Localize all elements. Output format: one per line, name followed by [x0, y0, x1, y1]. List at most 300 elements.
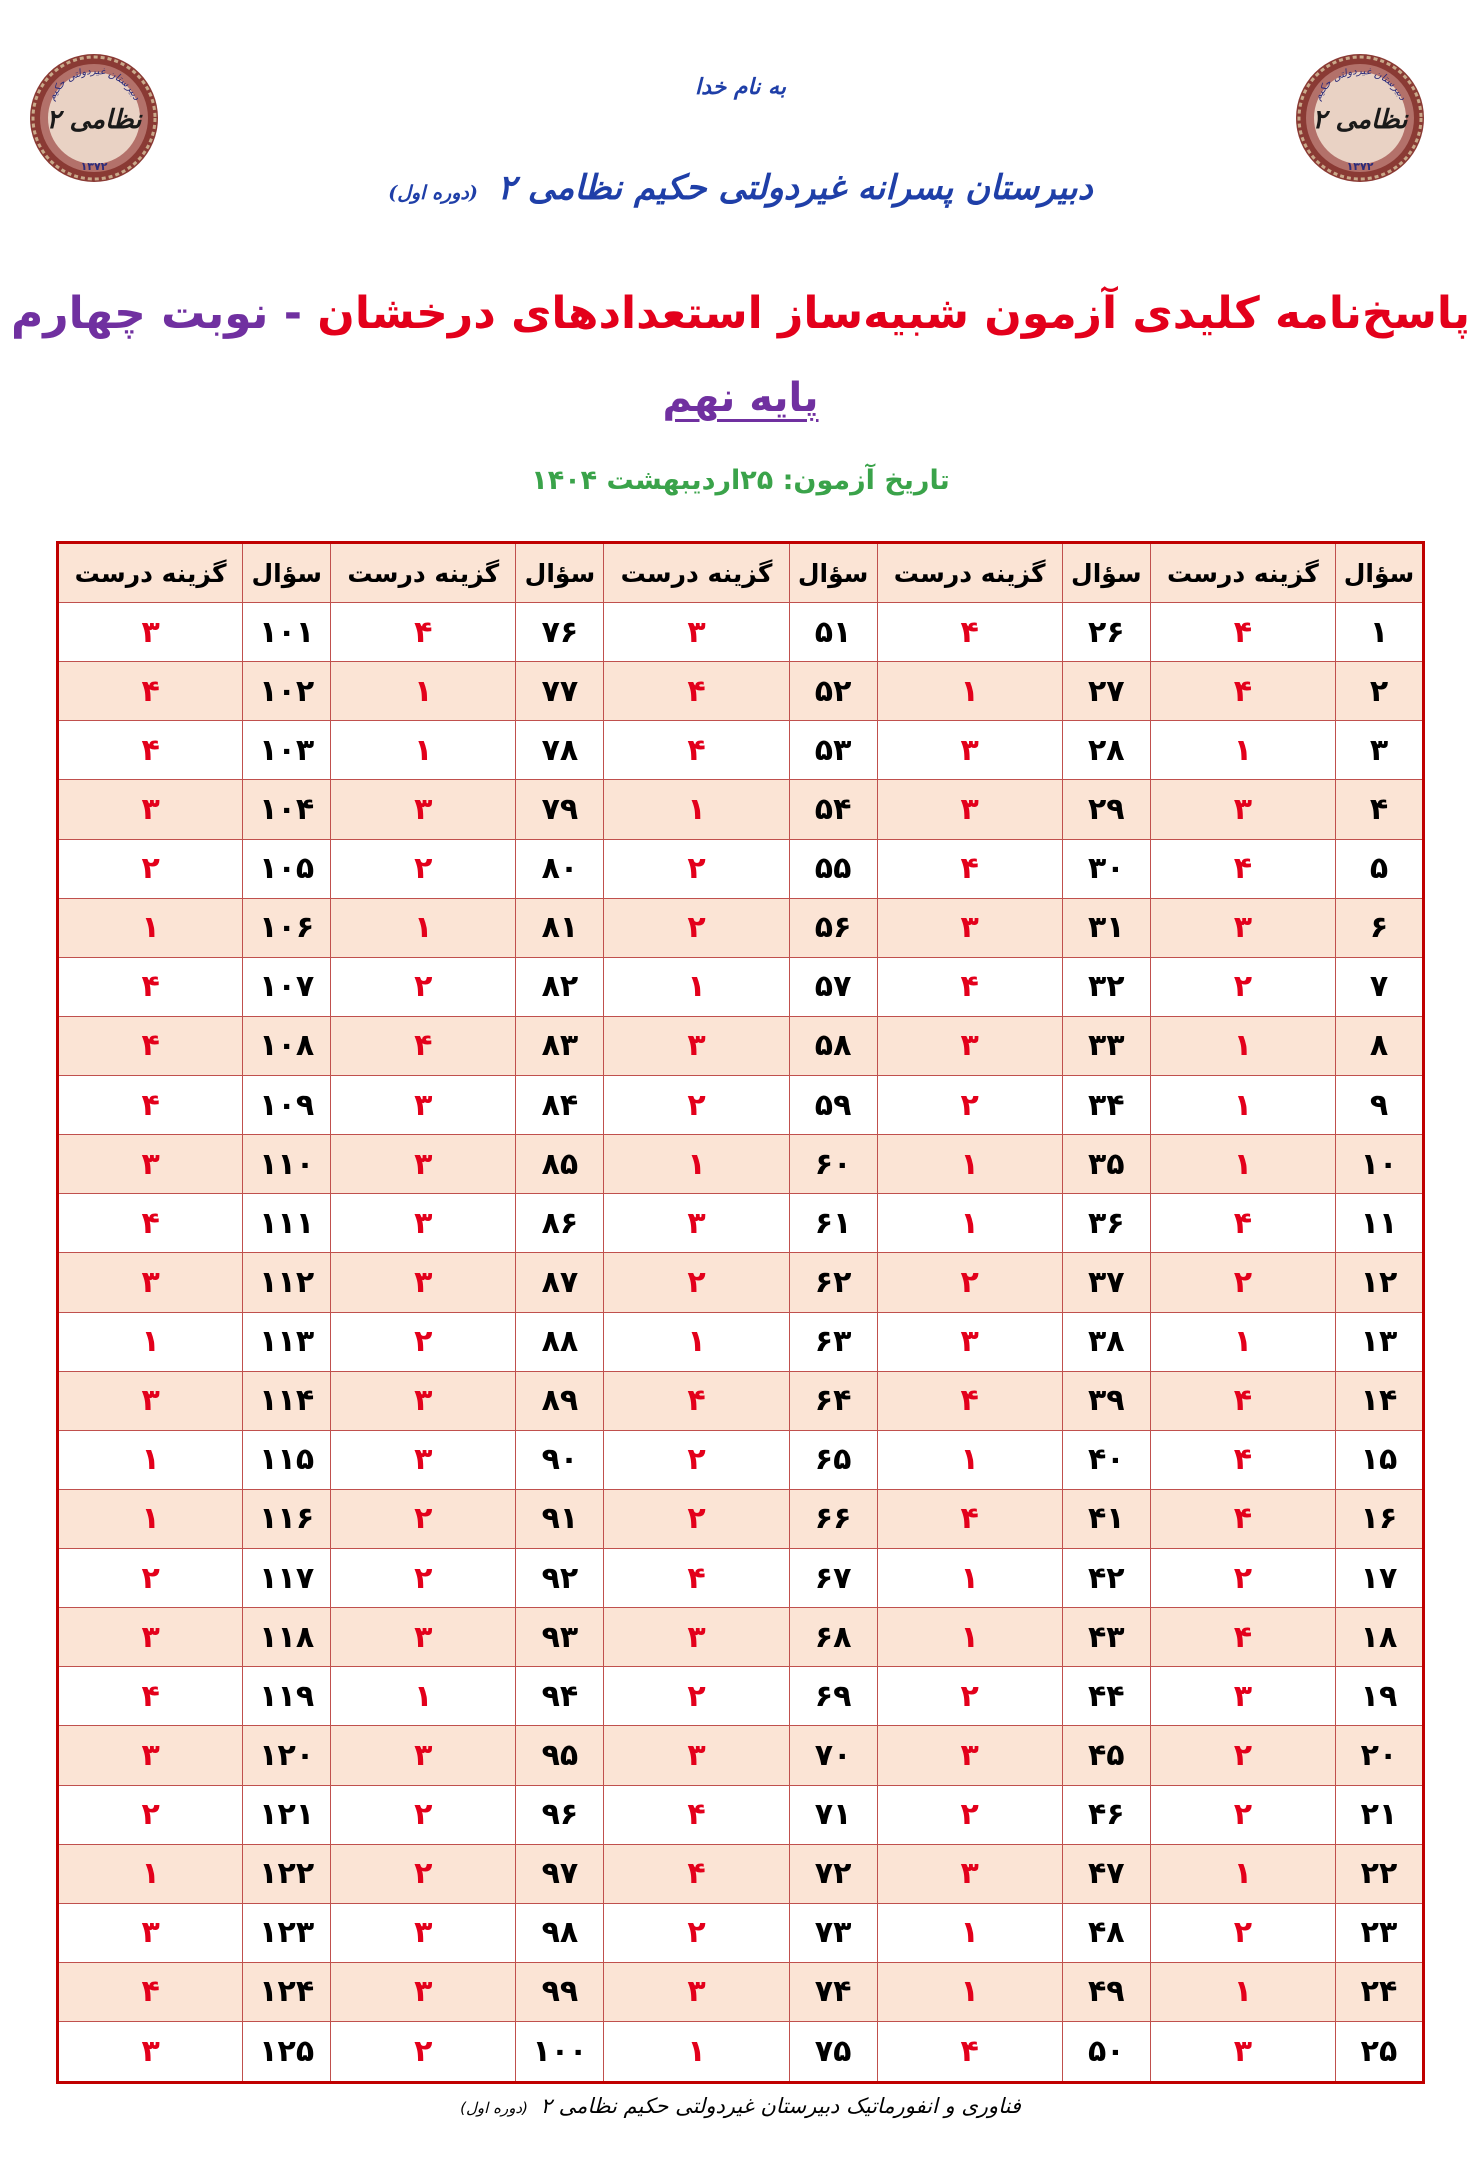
correct-option: ۴ — [1150, 603, 1335, 662]
correct-option: ۴ — [58, 1076, 243, 1135]
correct-option: ۱ — [331, 898, 516, 957]
question-number: ۴۵ — [1062, 1726, 1150, 1785]
svg-text:۱۳۷۲: ۱۳۷۲ — [80, 160, 108, 173]
table-row — [58, 898, 1424, 957]
correct-option: ۴ — [58, 721, 243, 780]
question-number: ۴۱ — [1062, 1489, 1150, 1548]
question-number: ۵۱ — [789, 603, 877, 662]
correct-option: ۱ — [331, 1667, 516, 1726]
question-number: ۳۲ — [1062, 957, 1150, 1016]
question-number: ۱۲۵ — [243, 2022, 331, 2083]
correct-option: ۴ — [604, 1371, 789, 1430]
question-number: ۱۰۶ — [243, 898, 331, 957]
table-row — [58, 1962, 1424, 2021]
question-number: ۵۳ — [789, 721, 877, 780]
correct-option: ۱ — [604, 1312, 789, 1371]
question-number: ۵۴ — [789, 780, 877, 839]
correct-option: ۴ — [58, 662, 243, 721]
page-title — [0, 288, 1481, 339]
title-sub: - نوبت چهارم — [11, 288, 302, 339]
question-number: ۱۷ — [1335, 1549, 1423, 1608]
correct-option: ۱ — [877, 1608, 1062, 1667]
title-main: پاسخ‌نامه کلیدی آزمون شبیه‌ساز استعدادهای درخشان — [317, 288, 1470, 339]
question-number: ۷ — [1335, 957, 1423, 1016]
question-number: ۱۰۲ — [243, 662, 331, 721]
question-number: ۲۱ — [1335, 1785, 1423, 1844]
question-number: ۱۱۴ — [243, 1371, 331, 1430]
question-number: ۹ — [1335, 1076, 1423, 1135]
question-number: ۳۱ — [1062, 898, 1150, 957]
question-number: ۴۰ — [1062, 1430, 1150, 1489]
correct-option: ۴ — [331, 1016, 516, 1075]
correct-option: ۱ — [604, 2022, 789, 2083]
bismillah: به نام خدا — [695, 74, 786, 100]
question-number: ۲۴ — [1335, 1962, 1423, 2021]
question-number: ۲۸ — [1062, 721, 1150, 780]
correct-option: ۲ — [331, 1312, 516, 1371]
table-row — [58, 1016, 1424, 1075]
question-number: ۸۷ — [516, 1253, 604, 1312]
question-number: ۶۱ — [789, 1194, 877, 1253]
question-number: ۵۹ — [789, 1076, 877, 1135]
correct-option: ۴ — [58, 1016, 243, 1075]
question-number: ۱۲۱ — [243, 1785, 331, 1844]
table-row — [58, 839, 1424, 898]
school-period: (دوره اول) — [388, 182, 478, 204]
correct-option: ۲ — [1150, 1549, 1335, 1608]
question-number: ۷۰ — [789, 1726, 877, 1785]
question-number: ۳ — [1335, 721, 1423, 780]
correct-option: ۱ — [877, 1962, 1062, 2021]
svg-text:۱۳۷۲: ۱۳۷۲ — [1346, 160, 1374, 173]
question-number: ۱۰۷ — [243, 957, 331, 1016]
question-number: ۶۳ — [789, 1312, 877, 1371]
correct-option: ۳ — [877, 1016, 1062, 1075]
correct-option: ۳ — [877, 780, 1062, 839]
correct-option: ۳ — [877, 1726, 1062, 1785]
question-number: ۴۹ — [1062, 1962, 1150, 2021]
correct-option: ۴ — [58, 1194, 243, 1253]
table-row — [58, 1903, 1424, 1962]
correct-option: ۲ — [331, 2022, 516, 2083]
question-number: ۷۷ — [516, 662, 604, 721]
correct-option: ۱ — [877, 1194, 1062, 1253]
correct-option: ۴ — [58, 1667, 243, 1726]
correct-option: ۳ — [331, 1253, 516, 1312]
correct-option: ۴ — [1150, 839, 1335, 898]
correct-option: ۱ — [877, 1549, 1062, 1608]
correct-option: ۲ — [877, 1785, 1062, 1844]
correct-option: ۲ — [1150, 1903, 1335, 1962]
answer-key-table — [56, 541, 1425, 2084]
question-number: ۹۸ — [516, 1903, 604, 1962]
correct-option: ۲ — [331, 1489, 516, 1548]
question-number: ۳۰ — [1062, 839, 1150, 898]
correct-option: ۳ — [58, 1371, 243, 1430]
correct-option: ۳ — [58, 1135, 243, 1194]
correct-option: ۳ — [604, 1726, 789, 1785]
correct-option: ۴ — [1150, 1430, 1335, 1489]
correct-option: ۴ — [877, 1371, 1062, 1430]
question-number: ۴۳ — [1062, 1608, 1150, 1667]
school-logo-right — [1294, 52, 1426, 184]
correct-option: ۱ — [58, 898, 243, 957]
question-number: ۷۲ — [789, 1844, 877, 1903]
svg-text:نظامی ۲: نظامی ۲ — [46, 105, 142, 135]
table-row — [58, 1076, 1424, 1135]
question-number: ۵۷ — [789, 957, 877, 1016]
correct-option: ۲ — [604, 839, 789, 898]
table-row — [58, 1312, 1424, 1371]
correct-option: ۳ — [331, 1135, 516, 1194]
svg-text:دبیرستان غیردولتی حکیم: دبیرستان غیردولتی حکیم — [46, 65, 142, 103]
correct-option: ۳ — [331, 1430, 516, 1489]
correct-option: ۱ — [1150, 1844, 1335, 1903]
correct-option: ۴ — [1150, 1608, 1335, 1667]
correct-option: ۲ — [604, 1667, 789, 1726]
question-number: ۱۱۵ — [243, 1430, 331, 1489]
table-row — [58, 1430, 1424, 1489]
table-row — [58, 957, 1424, 1016]
correct-option: ۱ — [1150, 1135, 1335, 1194]
question-number: ۳۷ — [1062, 1253, 1150, 1312]
correct-option: ۴ — [877, 603, 1062, 662]
question-number: ۶ — [1335, 898, 1423, 957]
question-number: ۵۸ — [789, 1016, 877, 1075]
correct-option: ۳ — [1150, 780, 1335, 839]
table-row — [58, 1667, 1424, 1726]
table-row — [58, 1135, 1424, 1194]
svg-text:دبیرستان غیردولتی حکیم: دبیرستان غیردولتی حکیم — [1312, 65, 1408, 103]
correct-option: ۲ — [877, 1076, 1062, 1135]
question-number: ۱۱۷ — [243, 1549, 331, 1608]
correct-option: ۱ — [1150, 721, 1335, 780]
question-number: ۶۰ — [789, 1135, 877, 1194]
correct-option: ۲ — [58, 1785, 243, 1844]
exam-date: تاریخ آزمون: ۲۵اردیبهشت ۱۴۰۴ — [531, 465, 950, 496]
question-number: ۸۴ — [516, 1076, 604, 1135]
question-number: ۲۶ — [1062, 603, 1150, 662]
header-answer: گزینه درست — [331, 543, 516, 603]
correct-option: ۱ — [58, 1430, 243, 1489]
question-number: ۳۹ — [1062, 1371, 1150, 1430]
question-number: ۴۸ — [1062, 1903, 1150, 1962]
question-number: ۱۰ — [1335, 1135, 1423, 1194]
correct-option: ۲ — [331, 1549, 516, 1608]
svg-text:نظامی ۲: نظامی ۲ — [1312, 105, 1408, 135]
correct-option: ۱ — [1150, 1076, 1335, 1135]
correct-option: ۴ — [604, 1844, 789, 1903]
question-number: ۱۱۸ — [243, 1608, 331, 1667]
correct-option: ۴ — [1150, 662, 1335, 721]
school-name-text: دبیرستان پسرانه غیردولتی حکیم نظامی ۲ — [497, 168, 1093, 208]
correct-option: ۴ — [58, 957, 243, 1016]
question-number: ۱۰۰ — [516, 2022, 604, 2083]
correct-option: ۳ — [877, 898, 1062, 957]
correct-option: ۴ — [604, 721, 789, 780]
question-number: ۹۳ — [516, 1608, 604, 1667]
question-number: ۶۶ — [789, 1489, 877, 1548]
school-logo-left — [28, 52, 160, 184]
question-number: ۱۸ — [1335, 1608, 1423, 1667]
question-number: ۱۹ — [1335, 1667, 1423, 1726]
correct-option: ۳ — [331, 1076, 516, 1135]
table-header-row — [58, 543, 1424, 603]
correct-option: ۴ — [877, 2022, 1062, 2083]
question-number: ۳۴ — [1062, 1076, 1150, 1135]
correct-option: ۱ — [604, 957, 789, 1016]
correct-option: ۱ — [58, 1489, 243, 1548]
header-question: سؤال — [1335, 543, 1423, 603]
correct-option: ۲ — [604, 1903, 789, 1962]
correct-option: ۳ — [877, 1312, 1062, 1371]
question-number: ۶۴ — [789, 1371, 877, 1430]
correct-option: ۱ — [604, 780, 789, 839]
question-number: ۳۶ — [1062, 1194, 1150, 1253]
correct-option: ۳ — [877, 1844, 1062, 1903]
question-number: ۱۰۳ — [243, 721, 331, 780]
question-number: ۵۵ — [789, 839, 877, 898]
correct-option: ۳ — [58, 1608, 243, 1667]
correct-option: ۳ — [58, 1253, 243, 1312]
question-number: ۵ — [1335, 839, 1423, 898]
correct-option: ۳ — [58, 603, 243, 662]
question-number: ۵۶ — [789, 898, 877, 957]
question-number: ۱۴ — [1335, 1371, 1423, 1430]
correct-option: ۲ — [331, 1844, 516, 1903]
question-number: ۹۴ — [516, 1667, 604, 1726]
question-number: ۸۲ — [516, 957, 604, 1016]
question-number: ۱۰۵ — [243, 839, 331, 898]
question-number: ۸۰ — [516, 839, 604, 898]
correct-option: ۳ — [604, 1962, 789, 2021]
question-number: ۹۹ — [516, 1962, 604, 2021]
table-row — [58, 603, 1424, 662]
question-number: ۱۱۹ — [243, 1667, 331, 1726]
header-answer: گزینه درست — [58, 543, 243, 603]
question-number: ۱۱۰ — [243, 1135, 331, 1194]
correct-option: ۳ — [604, 1016, 789, 1075]
question-number: ۷۴ — [789, 1962, 877, 2021]
correct-option: ۳ — [604, 1194, 789, 1253]
correct-option: ۴ — [58, 1962, 243, 2021]
header-answer: گزینه درست — [877, 543, 1062, 603]
question-number: ۴ — [1335, 780, 1423, 839]
question-number: ۲۵ — [1335, 2022, 1423, 2083]
question-number: ۲۲ — [1335, 1844, 1423, 1903]
correct-option: ۲ — [331, 839, 516, 898]
correct-option: ۴ — [877, 839, 1062, 898]
question-number: ۴۴ — [1062, 1667, 1150, 1726]
question-number: ۸۹ — [516, 1371, 604, 1430]
question-number: ۱۰۱ — [243, 603, 331, 662]
question-number: ۱۱۳ — [243, 1312, 331, 1371]
table-row — [58, 1844, 1424, 1903]
correct-option: ۲ — [1150, 957, 1335, 1016]
correct-option: ۳ — [604, 1608, 789, 1667]
header-question: سؤال — [789, 543, 877, 603]
correct-option: ۲ — [1150, 1253, 1335, 1312]
correct-option: ۱ — [604, 1135, 789, 1194]
question-number: ۹۷ — [516, 1844, 604, 1903]
question-number: ۸۱ — [516, 898, 604, 957]
grade-label — [0, 375, 1481, 421]
question-number: ۶۸ — [789, 1608, 877, 1667]
question-number: ۱۲۳ — [243, 1903, 331, 1962]
question-number: ۹۰ — [516, 1430, 604, 1489]
question-number: ۱۰۹ — [243, 1076, 331, 1135]
correct-option: ۳ — [331, 1608, 516, 1667]
correct-option: ۲ — [58, 1549, 243, 1608]
question-number: ۷۱ — [789, 1785, 877, 1844]
question-number: ۵۰ — [1062, 2022, 1150, 2083]
correct-option: ۳ — [331, 1962, 516, 2021]
question-number: ۹۲ — [516, 1549, 604, 1608]
table-row — [58, 1194, 1424, 1253]
correct-option: ۳ — [604, 603, 789, 662]
correct-option: ۳ — [1150, 2022, 1335, 2083]
correct-option: ۴ — [604, 1785, 789, 1844]
correct-option: ۳ — [877, 721, 1062, 780]
question-number: ۸۸ — [516, 1312, 604, 1371]
footer-period: (دوره اول) — [460, 2099, 528, 2117]
question-number: ۱۲ — [1335, 1253, 1423, 1312]
correct-option: ۱ — [58, 1312, 243, 1371]
question-number: ۸۵ — [516, 1135, 604, 1194]
correct-option: ۱ — [877, 1903, 1062, 1962]
question-number: ۷۶ — [516, 603, 604, 662]
question-number: ۲۹ — [1062, 780, 1150, 839]
question-number: ۲ — [1335, 662, 1423, 721]
question-number: ۱ — [1335, 603, 1423, 662]
correct-option: ۳ — [331, 1726, 516, 1785]
question-number: ۱۲۴ — [243, 1962, 331, 2021]
header-question: سؤال — [243, 543, 331, 603]
table-row — [58, 2022, 1424, 2083]
question-number: ۲۷ — [1062, 662, 1150, 721]
question-number: ۷۸ — [516, 721, 604, 780]
question-number: ۱۳ — [1335, 1312, 1423, 1371]
correct-option: ۳ — [1150, 898, 1335, 957]
grade-text: پایه نهم — [662, 375, 819, 421]
question-number: ۱۰۴ — [243, 780, 331, 839]
question-number: ۱۲۲ — [243, 1844, 331, 1903]
correct-option: ۴ — [877, 957, 1062, 1016]
table-row — [58, 1726, 1424, 1785]
correct-option: ۴ — [1150, 1371, 1335, 1430]
question-number: ۸۳ — [516, 1016, 604, 1075]
question-number: ۲۳ — [1335, 1903, 1423, 1962]
correct-option: ۱ — [877, 1135, 1062, 1194]
correct-option: ۲ — [877, 1667, 1062, 1726]
correct-option: ۲ — [58, 839, 243, 898]
footer-text: فناوری و انفورماتیک دبیرستان غیردولتی حکیم نظامی ۲ — [540, 2094, 1021, 2118]
question-number: ۷۳ — [789, 1903, 877, 1962]
question-number: ۹۵ — [516, 1726, 604, 1785]
correct-option: ۲ — [604, 1430, 789, 1489]
question-number: ۱۲۰ — [243, 1726, 331, 1785]
correct-option: ۴ — [604, 1549, 789, 1608]
question-number: ۸ — [1335, 1016, 1423, 1075]
correct-option: ۴ — [604, 662, 789, 721]
correct-option: ۲ — [877, 1253, 1062, 1312]
correct-option: ۴ — [331, 603, 516, 662]
header-question: سؤال — [1062, 543, 1150, 603]
table-row — [58, 1785, 1424, 1844]
correct-option: ۳ — [58, 1903, 243, 1962]
correct-option: ۳ — [331, 1903, 516, 1962]
correct-option: ۱ — [1150, 1312, 1335, 1371]
question-number: ۷۵ — [789, 2022, 877, 2083]
correct-option: ۱ — [1150, 1016, 1335, 1075]
question-number: ۱۱۱ — [243, 1194, 331, 1253]
correct-option: ۳ — [1150, 1667, 1335, 1726]
question-number: ۶۲ — [789, 1253, 877, 1312]
table-row — [58, 721, 1424, 780]
header-answer: گزینه درست — [1150, 543, 1335, 603]
correct-option: ۳ — [331, 1194, 516, 1253]
question-number: ۱۵ — [1335, 1430, 1423, 1489]
correct-option: ۴ — [877, 1489, 1062, 1548]
correct-option: ۲ — [1150, 1726, 1335, 1785]
correct-option: ۲ — [331, 957, 516, 1016]
correct-option: ۱ — [877, 662, 1062, 721]
question-number: ۱۰۸ — [243, 1016, 331, 1075]
correct-option: ۳ — [331, 1371, 516, 1430]
question-number: ۳۳ — [1062, 1016, 1150, 1075]
question-number: ۱۱۶ — [243, 1489, 331, 1548]
question-number: ۹۶ — [516, 1785, 604, 1844]
footer — [0, 2094, 1481, 2118]
correct-option: ۲ — [604, 1489, 789, 1548]
school-seal-icon — [1294, 52, 1426, 184]
table-row — [58, 1608, 1424, 1667]
table-row — [58, 662, 1424, 721]
question-number: ۴۶ — [1062, 1785, 1150, 1844]
question-number: ۵۲ — [789, 662, 877, 721]
table-row — [58, 1549, 1424, 1608]
school-seal-icon — [28, 52, 160, 184]
correct-option: ۱ — [58, 1844, 243, 1903]
correct-option: ۱ — [877, 1430, 1062, 1489]
question-number: ۴۷ — [1062, 1844, 1150, 1903]
correct-option: ۳ — [58, 2022, 243, 2083]
correct-option: ۱ — [331, 721, 516, 780]
correct-option: ۳ — [331, 780, 516, 839]
question-number: ۲۰ — [1335, 1726, 1423, 1785]
correct-option: ۱ — [331, 662, 516, 721]
school-name — [0, 168, 1481, 208]
question-number: ۷۹ — [516, 780, 604, 839]
header-question: سؤال — [516, 543, 604, 603]
header-answer: گزینه درست — [604, 543, 789, 603]
correct-option: ۲ — [604, 1076, 789, 1135]
question-number: ۱۶ — [1335, 1489, 1423, 1548]
correct-option: ۳ — [58, 1726, 243, 1785]
correct-option: ۲ — [331, 1785, 516, 1844]
correct-option: ۳ — [58, 780, 243, 839]
question-number: ۶۵ — [789, 1430, 877, 1489]
question-number: ۶۹ — [789, 1667, 877, 1726]
correct-option: ۴ — [1150, 1489, 1335, 1548]
correct-option: ۲ — [604, 898, 789, 957]
question-number: ۶۷ — [789, 1549, 877, 1608]
table-row — [58, 1253, 1424, 1312]
correct-option: ۲ — [1150, 1785, 1335, 1844]
correct-option: ۲ — [604, 1253, 789, 1312]
question-number: ۳۸ — [1062, 1312, 1150, 1371]
table-row — [58, 1371, 1424, 1430]
